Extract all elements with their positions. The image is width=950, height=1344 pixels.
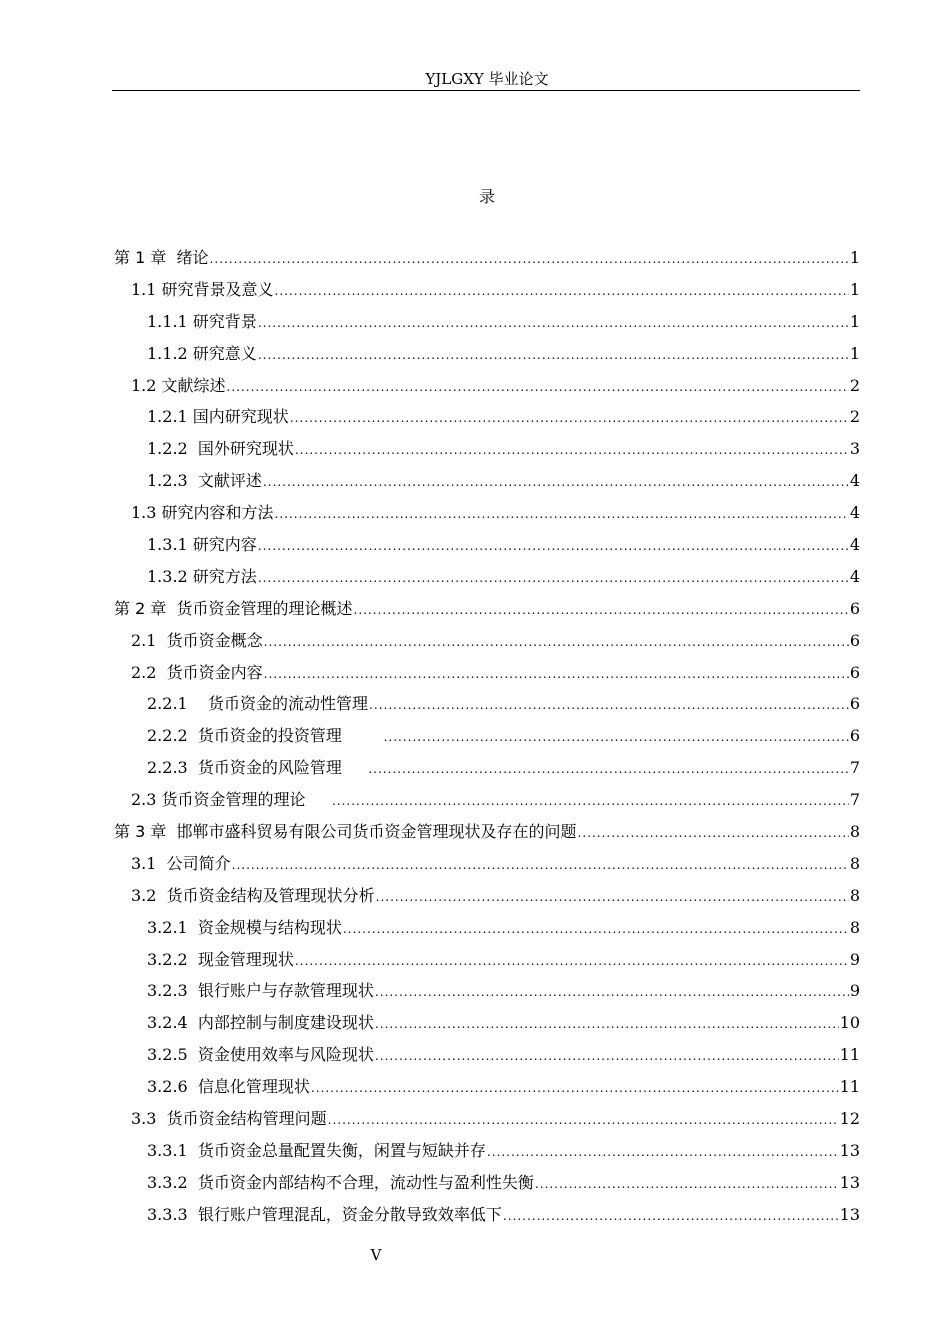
toc-entry-label: 2.3 货币资金管理的理论 — [131, 790, 331, 810]
toc-entry-label: 3.2.1 资金规模与结构现状 — [147, 917, 342, 937]
toc-entry-page: 9 — [849, 981, 860, 1001]
toc-leader-dots — [354, 595, 849, 627]
toc-entry-page: 9 — [849, 949, 860, 969]
toc-entry[interactable] — [114, 497, 860, 529]
toc-entry[interactable] — [114, 433, 860, 465]
toc-entry[interactable] — [114, 529, 860, 561]
toc-entry-label: 3.3.2 货币资金内部结构不合理，流动性与盈利性失衡 — [147, 1172, 534, 1192]
toc-entry[interactable] — [114, 1103, 860, 1135]
toc-entry-page: 6 — [849, 726, 860, 746]
toc-entry-page: 6 — [849, 630, 860, 650]
toc-entry-label: 3.3.1 货币资金总量配置失衡，闲置与短缺并存 — [147, 1140, 486, 1160]
toc-leader-dots — [290, 403, 849, 435]
toc-entry[interactable] — [114, 1007, 860, 1039]
toc-entry-page: 1 — [849, 248, 860, 267]
toc-leader-dots — [535, 1169, 839, 1201]
toc-entry[interactable] — [114, 752, 860, 784]
toc-entry-page: 6 — [849, 694, 860, 714]
toc-entry-label: 3.2.4 内部控制与制度建设现状 — [147, 1013, 374, 1033]
toc-entry[interactable] — [114, 306, 860, 338]
toc-entry-label: 1.2.1 国内研究现状 — [147, 407, 289, 427]
toc-entry-page: 1 — [849, 311, 860, 331]
toc-entry-label: 3.2.3 银行账户与存款管理现状 — [147, 981, 374, 1001]
toc-entry-label: 1.2.2 国外研究现状 — [147, 439, 294, 459]
toc-leader-dots — [227, 372, 849, 404]
toc-entry-page: 13 — [839, 1204, 860, 1224]
toc-entry[interactable] — [114, 784, 860, 816]
toc-entry-page: 6 — [849, 598, 860, 618]
toc-entry-label: 第 2 章 货币资金管理的理论概述 — [114, 598, 353, 618]
toc-leader-dots — [343, 914, 849, 946]
toc-entry-label: 1.1.2 研究意义 — [147, 343, 257, 363]
toc-leader-dots — [369, 690, 849, 722]
toc-entry-page: 3 — [849, 439, 860, 459]
toc-leader-dots — [311, 1073, 839, 1105]
toc-entry[interactable] — [114, 1039, 860, 1071]
toc-leader-dots — [503, 1201, 839, 1233]
toc-entry-label: 2.2 货币资金内容 — [131, 662, 263, 682]
toc-entry-page: 8 — [849, 885, 860, 905]
toc-entry-label: 2.2.2 货币资金的投资管理 — [147, 726, 383, 746]
toc-leader-dots — [275, 276, 849, 308]
toc-leader-dots — [263, 467, 849, 499]
toc-entry-page: 11 — [839, 1077, 860, 1097]
toc-entry-label: 3.1 公司简介 — [131, 853, 231, 873]
toc-leader-dots — [258, 340, 849, 372]
toc-leader-dots — [375, 1041, 839, 1073]
toc-leader-dots — [210, 244, 849, 276]
toc-entry[interactable] — [114, 370, 860, 402]
toc-entry[interactable] — [114, 880, 860, 912]
toc-entry[interactable] — [114, 242, 860, 274]
toc-entry-label: 第 3 章 邯郸市盛科贸易有限公司货币资金管理现状及存在的问题 — [114, 822, 577, 842]
toc-entry[interactable] — [114, 816, 860, 848]
page-header-title: YJLGXY 毕业论文 — [425, 70, 549, 88]
toc-entry-page: 13 — [839, 1172, 860, 1192]
toc-leader-dots — [258, 563, 849, 595]
toc-entry-page: 4 — [849, 471, 860, 491]
table-of-contents — [114, 242, 860, 1231]
toc-entry-label: 3.2 货币资金结构及管理现状分析 — [131, 885, 375, 905]
toc-entry-label: 3.2.5 资金使用效率与风险现状 — [147, 1045, 374, 1065]
toc-entry-label: 3.2.6 信息化管理现状 — [147, 1077, 310, 1097]
toc-entry-label: 2.1 货币资金概念 — [131, 630, 263, 650]
toc-entry-page: 4 — [849, 503, 860, 523]
toc-leader-dots — [232, 850, 849, 882]
toc-entry[interactable] — [114, 401, 860, 433]
toc-entry[interactable] — [114, 720, 860, 752]
toc-entry[interactable] — [114, 1199, 860, 1231]
toc-entry-page: 6 — [849, 662, 860, 682]
toc-entry-label: 1.1 研究背景及意义 — [131, 279, 274, 299]
toc-entry[interactable] — [114, 848, 860, 880]
toc-entry-page: 10 — [839, 1013, 860, 1033]
toc-entry-label: 3.2.2 现金管理现状 — [147, 949, 294, 969]
toc-entry[interactable] — [114, 975, 860, 1007]
toc-entry-label: 1.1.1 研究背景 — [147, 311, 257, 331]
toc-leader-dots — [375, 1009, 839, 1041]
toc-entry-page: 4 — [849, 566, 860, 586]
toc-leader-dots — [264, 627, 849, 659]
toc-entry[interactable] — [114, 338, 860, 370]
toc-leader-dots — [258, 308, 849, 340]
toc-entry-page: 1 — [849, 343, 860, 363]
toc-entry[interactable] — [114, 912, 860, 944]
toc-entry-page: 7 — [849, 758, 860, 778]
toc-entry-page: 2 — [849, 407, 860, 427]
toc-entry-label: 1.3.1 研究内容 — [147, 535, 257, 555]
toc-leader-dots — [384, 722, 849, 754]
toc-entry-label: 2.2.1 货币资金的流动性管理 — [147, 694, 369, 714]
toc-entry-page: 11 — [839, 1045, 860, 1065]
toc-entry[interactable] — [114, 657, 860, 689]
toc-entry-page: 8 — [849, 917, 860, 937]
toc-entry[interactable] — [114, 1071, 860, 1103]
toc-entry[interactable] — [114, 688, 860, 720]
toc-entry-label: 2.2.3 货币资金的风险管理 — [147, 758, 368, 778]
toc-entry[interactable] — [114, 625, 860, 657]
toc-leader-dots — [487, 1137, 839, 1169]
toc-entry[interactable] — [114, 1135, 860, 1167]
toc-entry-label: 3.3 货币资金结构管理问题 — [131, 1109, 327, 1129]
toc-entry-page: 4 — [849, 535, 860, 555]
header-rule — [112, 90, 860, 91]
toc-leader-dots — [264, 659, 849, 691]
toc-entry-label: 第 1 章 绪论 — [114, 248, 209, 267]
toc-entry-page: 2 — [849, 375, 860, 395]
toc-entry-label: 1.3 研究内容和方法 — [131, 503, 274, 523]
toc-entry-label: 1.2 文献综述 — [131, 375, 226, 395]
toc-leader-dots — [368, 754, 848, 786]
toc-leader-dots — [275, 499, 849, 531]
toc-leader-dots — [295, 946, 849, 978]
toc-entry-page: 8 — [849, 822, 860, 842]
toc-entry[interactable] — [114, 944, 860, 976]
toc-entry-page: 13 — [839, 1140, 860, 1160]
page-number: V — [370, 1246, 382, 1264]
toc-entry[interactable] — [114, 465, 860, 497]
toc-leader-dots — [578, 818, 849, 850]
toc-leader-dots — [258, 531, 849, 563]
toc-leader-dots — [375, 977, 849, 1009]
toc-entry-label: 1.2.3 文献评述 — [147, 471, 262, 491]
toc-entry-label: 3.3.3 银行账户管理混乱，资金分散导致效率低下 — [147, 1204, 502, 1224]
toc-entry-page: 1 — [849, 279, 860, 299]
toc-entry-label: 1.3.2 研究方法 — [147, 566, 257, 586]
toc-leader-dots — [328, 1105, 839, 1137]
toc-entry[interactable] — [114, 593, 860, 625]
toc-entry[interactable] — [114, 561, 860, 593]
toc-leader-dots — [376, 882, 849, 914]
toc-entry-page: 7 — [849, 790, 860, 810]
toc-leader-dots — [295, 435, 849, 467]
toc-entry-page: 12 — [839, 1109, 860, 1129]
toc-entry-page: 8 — [849, 853, 860, 873]
toc-title: 录 — [478, 187, 495, 206]
toc-leader-dots — [332, 786, 849, 818]
toc-entry[interactable] — [114, 274, 860, 306]
toc-entry[interactable] — [114, 1167, 860, 1199]
